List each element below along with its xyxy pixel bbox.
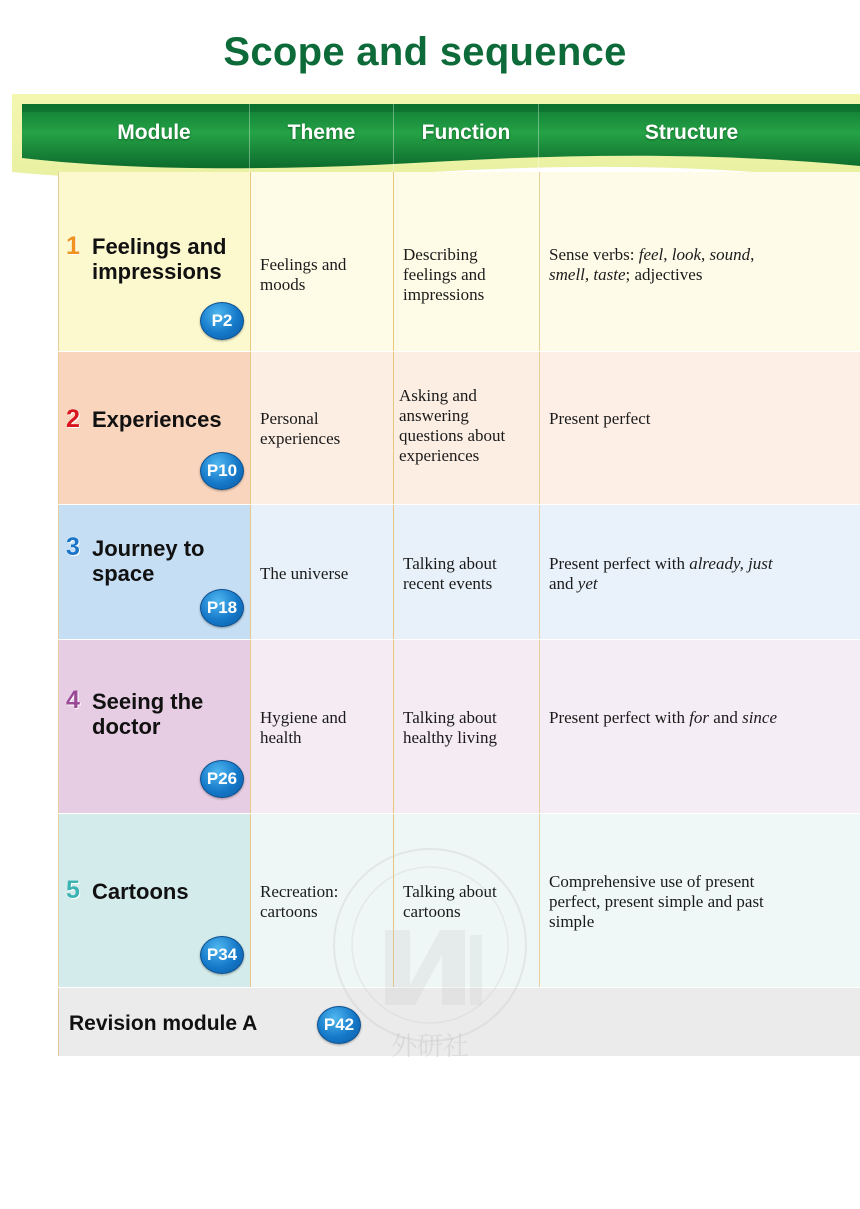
structure-segment: , — [663, 245, 672, 264]
structure-italic-term: yet — [577, 574, 598, 593]
column-divider — [250, 814, 251, 988]
theme-text: Recreation: cartoons — [260, 882, 339, 921]
theme-text: The universe — [260, 564, 349, 583]
column-divider — [58, 172, 59, 352]
module-row — [58, 640, 860, 814]
structure-segment: , — [584, 265, 594, 284]
column-divider — [58, 814, 59, 988]
header-function: Function — [421, 121, 511, 144]
column-divider — [539, 640, 540, 814]
structure-italic-term: taste — [593, 265, 626, 284]
structure-italic-term: smell — [549, 265, 585, 284]
function-text: Talking about healthy living — [403, 708, 497, 747]
header-module: Module — [117, 121, 191, 144]
theme-text: Personal experiences — [260, 409, 341, 448]
module-number: 3 — [66, 533, 80, 561]
module-row — [58, 352, 860, 505]
watermark-text: 外研社 — [390, 1032, 470, 1062]
module-title: Experiences — [92, 407, 222, 432]
module-page-badge[interactable]: P26 — [200, 760, 244, 798]
column-divider — [250, 172, 251, 352]
structure-italic-term: just — [748, 554, 773, 573]
function-text: Talking about cartoons — [403, 882, 497, 921]
header-divider — [538, 104, 539, 174]
structure-segment: and — [549, 574, 578, 593]
revision-title: Revision module A — [69, 1012, 258, 1035]
header-structure: Structure — [644, 121, 739, 144]
structure-italic-term: already, — [689, 554, 744, 573]
revision-page-badge[interactable]: P42 — [317, 1006, 361, 1044]
column-divider — [393, 640, 394, 814]
structure-segment: Present perfect with — [549, 554, 690, 573]
structure-segment: Present perfect with — [549, 708, 690, 727]
module-page-badge[interactable]: P2 — [200, 302, 244, 340]
module-page-badge[interactable]: P10 — [200, 452, 244, 490]
structure-segment: , — [750, 245, 755, 264]
column-divider — [539, 172, 540, 352]
column-divider — [250, 352, 251, 505]
structure-italic-term: look — [671, 245, 702, 264]
structure-segment: Comprehensive use of present perfect, present simple and past simple — [549, 872, 764, 931]
structure-italic-term: feel — [638, 245, 664, 264]
header-divider — [249, 104, 250, 174]
structure-text — [549, 409, 784, 429]
structure-text — [549, 554, 784, 594]
function-text: Asking and answering questions about experiences — [399, 386, 506, 465]
function-text: Describing feelings and impressions — [403, 245, 486, 304]
column-divider — [539, 352, 540, 505]
module-page-badge[interactable]: P34 — [200, 936, 244, 974]
theme-text: Hygiene and health — [260, 708, 347, 747]
structure-italic-term: for — [689, 708, 710, 727]
module-number: 1 — [66, 232, 80, 260]
structure-segment: ; adjectives — [625, 265, 703, 284]
structure-text — [549, 872, 794, 932]
module-number: 4 — [66, 686, 80, 714]
structure-text — [549, 245, 784, 285]
column-divider — [393, 505, 394, 640]
module-number: 2 — [66, 405, 80, 433]
column-divider — [539, 505, 540, 640]
structure-segment: Present perfect — [549, 409, 651, 428]
structure-segment: and — [709, 708, 743, 727]
column-divider — [539, 814, 540, 988]
column-divider — [250, 505, 251, 640]
column-divider — [58, 505, 59, 640]
revision-row — [58, 988, 860, 1056]
module-row — [58, 172, 860, 352]
module-title: Feelings and impressions — [92, 234, 227, 284]
column-divider — [58, 640, 59, 814]
theme-text: Feelings and moods — [260, 255, 347, 294]
column-divider — [393, 352, 394, 505]
header-theme: Theme — [287, 121, 356, 144]
column-divider — [250, 640, 251, 814]
structure-segment: Sense verbs: — [549, 245, 639, 264]
page-title: Scope and sequence — [223, 30, 627, 74]
header-divider — [393, 104, 394, 174]
column-divider — [58, 352, 59, 505]
module-title: Seeing the doctor — [92, 689, 204, 739]
structure-text — [549, 708, 784, 728]
function-text: Talking about recent events — [403, 554, 497, 593]
structure-italic-term: since — [742, 708, 778, 727]
structure-segment: , — [701, 245, 710, 264]
column-divider — [393, 172, 394, 352]
module-title: Cartoons — [92, 879, 189, 904]
module-number: 5 — [66, 876, 80, 904]
module-title: Journey to space — [92, 536, 205, 586]
column-divider — [393, 814, 394, 988]
structure-italic-term: sound — [709, 245, 751, 264]
module-row — [58, 814, 860, 988]
module-row — [58, 505, 860, 640]
module-page-badge[interactable]: P18 — [200, 589, 244, 627]
